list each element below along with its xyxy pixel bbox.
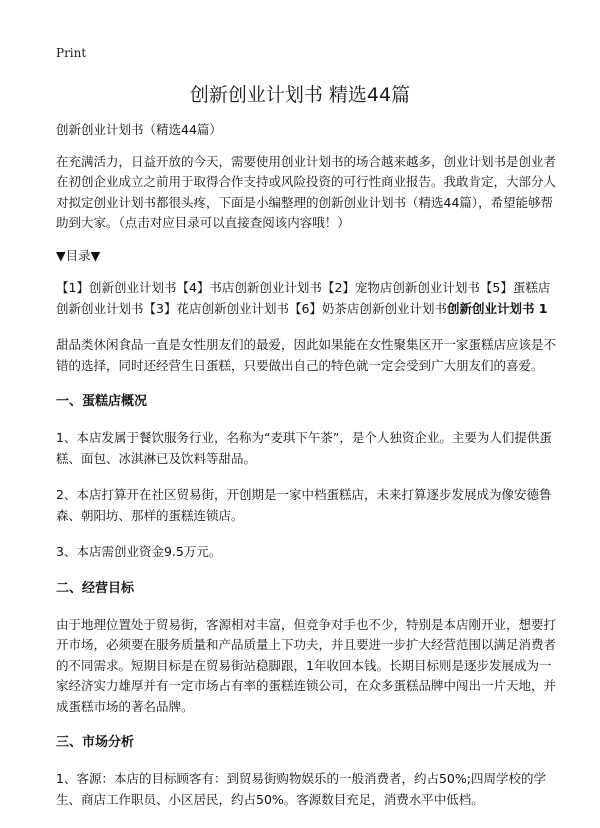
goals-paragraph: 由于地理位置处于贸易街，客源相对丰富，但竞争对手也不少，特别是本店刚开业，想要打开市场，必须要在服务质量和产品质量上下功夫，并且要进一步扩大经营范围以满足消费者的不同需求。短期目标是在贸易街站稳脚跟，1年收回本钱。长期目标则是逐步发展成为一家经济实力雄厚并有一定市场占有率的蛋糕连锁公司，在众多蛋糕品牌中闯出一片天地，并成蛋糕市场的著名品牌。 [56, 616, 557, 714]
page-title: 创新创业计划书 精选44篇 [189, 84, 411, 106]
intro-paragraph: 在充满活力，日益开放的今天，需要使用创业计划书的场合越来越多，创业计划书是创业者在初创企业成立之前用于取得合作支持或风险投资的可行性商业报告。我敢肯定，大部分人对拟定创业计划书都很头疼，下面是小编整理的创新创业计划书（精选44篇），希望能够帮助到大家。（点击对应目录可以直接查阅该内容哦！） [56, 153, 557, 230]
subtitle: 创新创业计划书（精选44篇） [56, 122, 222, 137]
current-section-heading: 创新创业计划书 1 [446, 300, 548, 316]
section-heading-overview: 一、蛋糕店概况 [56, 394, 148, 409]
toc-link-3[interactable]: 【3】花店创新创业计划书 [143, 300, 289, 316]
article-body [56, 120, 558, 826]
toc-link-1[interactable]: 【1】创新创业计划书 [56, 280, 177, 295]
toc-link-2[interactable]: 【2】宠物店创新创业计划书 [321, 280, 480, 295]
toc-link-5[interactable]: 【5】蛋糕店创新创业计划书 [56, 280, 551, 316]
opening-paragraph: 甜品类休闲食品一直是女性朋友们的最爱，因此如果能在女性聚集区开一家蛋糕店应该是不错的选择，同时还经营生日蛋糕，只要做出自己的特色就一定会受到广大朋友们的喜爱。 [56, 337, 557, 373]
toc-label: ▼目录▼ [56, 247, 101, 263]
overview-item-2: 2、本店打算开在社区贸易街，开创期是一家中档蛋糕店，未来打算逐步发展成为像安德鲁森、朝阳坊、那样的蛋糕连锁店。 [56, 487, 552, 523]
overview-item-3: 3、本店需创业资金9.5万元。 [56, 544, 222, 559]
overview-item-1: 1、本店发属于餐饮服务行业，名称为“麦琪下午茶”，是个人独资企业。主要为人们提供蛋糕、面包、冰淇淋已及饮料等甜品。 [56, 430, 552, 466]
toc-link-6[interactable]: 【6】奶茶店创新创业计划书 [288, 300, 447, 316]
table-of-contents [56, 278, 558, 319]
print-link[interactable]: Print [56, 46, 87, 60]
section-heading-market: 三、市场分析 [56, 735, 135, 750]
market-item-1: 1、客源：本店的目标顾客有：到贸易街购物娱乐的一般消费者，约占50%;四周学校的学生、商店工作职员、小区居民，约占50%。客源数目充足，消费水平中低档。 [56, 771, 546, 807]
section-heading-goals: 二、经营目标 [56, 580, 135, 596]
toc-link-4[interactable]: 【4】书店创新创业计划书 [176, 280, 322, 295]
